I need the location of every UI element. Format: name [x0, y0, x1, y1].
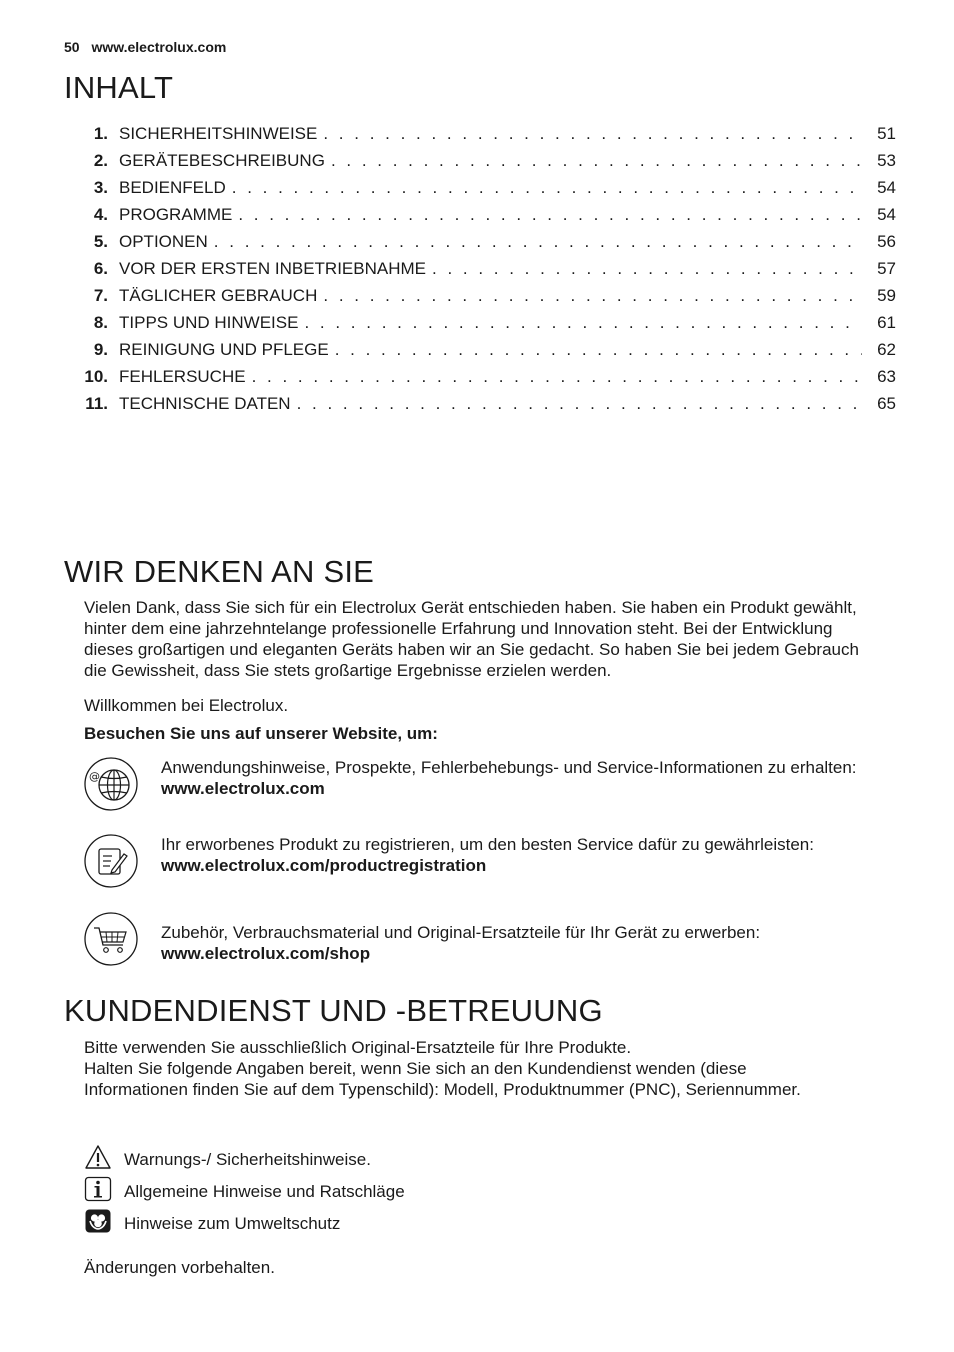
shopping-cart-icon: [84, 912, 138, 966]
toc-item-number: 4.: [93, 205, 108, 224]
toc-item-page: 54: [877, 205, 896, 224]
visit-item-text: Ihr erworbenes Produkt zu registrieren, um den besten Service dafür zu gewährleisten:: [161, 835, 814, 854]
toc-item[interactable]: [64, 286, 896, 313]
toc-item-number: 6.: [93, 259, 108, 278]
toc-item-number: 11.: [85, 394, 108, 413]
toc-item[interactable]: [64, 232, 896, 259]
welcome-text: Willkommen bei Electrolux.: [84, 696, 289, 715]
svg-text:@: @: [89, 770, 100, 783]
legend-item-info: [84, 1176, 584, 1204]
footer-note: Änderungen vorbehalten.: [84, 1258, 275, 1277]
service-title: KUNDENDIENST UND -BETREUUNG: [64, 993, 603, 1028]
legend-item-environment: [84, 1208, 584, 1236]
toc-item-page: 59: [877, 286, 896, 305]
toc-item[interactable]: [64, 178, 896, 205]
toc-leader: [297, 394, 862, 414]
toc-item-page: 53: [877, 151, 896, 170]
toc-item-page: 63: [877, 367, 896, 386]
service-line-1: Bitte verwenden Sie ausschließlich Original-Ersatzteile für Ihre Produkte.: [84, 1038, 632, 1057]
globe-icon: [84, 757, 138, 811]
table-of-contents: [64, 124, 896, 421]
toc-item-page: 56: [877, 232, 896, 251]
service-line-2: Halten Sie folgende Angaben bereit, wenn Sie sich an den Kundendienst wenden (diese Informationen finden Sie auf dem Typenschild): Modell, Produktnummer (PNC), Seriennummer.: [84, 1059, 801, 1099]
legend-text: Warnungs-/ Sicherheitshinweise.: [124, 1150, 371, 1169]
info-icon: [84, 1176, 112, 1202]
toc-item[interactable]: [64, 205, 896, 232]
visit-item-link[interactable]: www.electrolux.com/productregistration: [161, 856, 487, 875]
toc-item[interactable]: [64, 124, 896, 151]
toc-item[interactable]: [64, 313, 896, 340]
toc-item-number: 8.: [93, 313, 108, 332]
toc-item-title: FEHLERSUCHE: [119, 367, 246, 386]
legend-text: Allgemeine Hinweise und Ratschläge: [124, 1182, 405, 1201]
toc-leader: [304, 313, 862, 333]
toc-item[interactable]: [64, 394, 896, 421]
toc-leader: [252, 367, 862, 387]
legend-text: Hinweise zum Umweltschutz: [124, 1214, 341, 1233]
page-number: 50: [64, 39, 80, 55]
toc-item-page: 61: [877, 313, 896, 332]
toc-item-page: 54: [877, 178, 896, 197]
toc-item[interactable]: [64, 367, 896, 394]
toc-item-page: 62: [877, 340, 896, 359]
toc-item-title: TIPPS UND HINWEISE: [119, 313, 299, 332]
toc-item-number: 5.: [93, 232, 108, 251]
environment-icon: [84, 1208, 112, 1234]
toc-title: INHALT: [64, 70, 174, 105]
toc-item-title: SICHERHEITSHINWEISE: [119, 124, 318, 143]
toc-leader: [238, 205, 862, 225]
intro-paragraph: Vielen Dank, dass Sie sich für ein Electrolux Gerät entschieden haben. Sie haben ein Produkt gewählt, hinter dem eine jahrzehntelange professionelle Erfahrung und Innovation steht. Bei der Entwicklung dieses großartigen und eleganten Geräts haben wir an Sie gedacht. So haben Sie bei jedem Gebrauch die Gewissheit, dass Sie stets großartige Ergebnisse erzielen werden.: [84, 598, 859, 680]
toc-leader: [331, 151, 862, 171]
toc-leader: [323, 286, 862, 306]
visit-item-text: Anwendungshinweise, Prospekte, Fehlerbehebungs- und Service-Informationen zu erhalten:: [161, 758, 857, 777]
toc-item-number: 7.: [93, 286, 108, 305]
toc-leader: [335, 340, 862, 360]
toc-item-number: 1.: [93, 124, 108, 143]
toc-leader: [214, 232, 862, 252]
toc-item-title: OPTIONEN: [119, 232, 208, 251]
toc-item-number: 3.: [93, 178, 108, 197]
visit-item-link[interactable]: www.electrolux.com: [161, 779, 325, 798]
visit-heading: Besuchen Sie uns auf unserer Website, um:: [84, 724, 438, 743]
toc-leader: [323, 124, 862, 144]
toc-item-title: PROGRAMME: [119, 205, 233, 224]
toc-item-title: TÄGLICHER GEBRAUCH: [119, 286, 318, 305]
toc-item-title: BEDIENFELD: [119, 178, 226, 197]
warning-icon: [84, 1144, 112, 1170]
visit-item-link[interactable]: www.electrolux.com/shop: [161, 944, 371, 963]
intro-title: WIR DENKEN AN SIE: [64, 554, 375, 589]
toc-item-page: 57: [877, 259, 896, 278]
site-url[interactable]: www.electrolux.com: [91, 39, 227, 55]
toc-leader: [232, 178, 862, 198]
legend-item-warning: [84, 1144, 584, 1172]
registration-icon: [84, 834, 138, 888]
toc-item-title: VOR DER ERSTEN INBETRIEBNAHME: [119, 259, 426, 278]
toc-item[interactable]: [64, 340, 896, 367]
toc-item-title: GERÄTEBESCHREIBUNG: [119, 151, 325, 170]
toc-item[interactable]: [64, 259, 896, 286]
toc-item[interactable]: [64, 151, 896, 178]
toc-item-title: TECHNISCHE DATEN: [119, 394, 291, 413]
toc-item-title: REINIGUNG UND PFLEGE: [119, 340, 329, 359]
toc-item-page: 51: [877, 124, 896, 143]
toc-leader: [432, 259, 862, 279]
toc-item-page: 65: [877, 394, 896, 413]
page-header: [64, 39, 226, 55]
toc-item-number: 9.: [93, 340, 108, 359]
visit-item-text: Zubehör, Verbrauchsmaterial und Original-Ersatzteile für Ihr Gerät zu erwerben:: [161, 923, 761, 942]
toc-item-number: 2.: [93, 151, 108, 170]
toc-item-number: 10.: [84, 367, 108, 386]
